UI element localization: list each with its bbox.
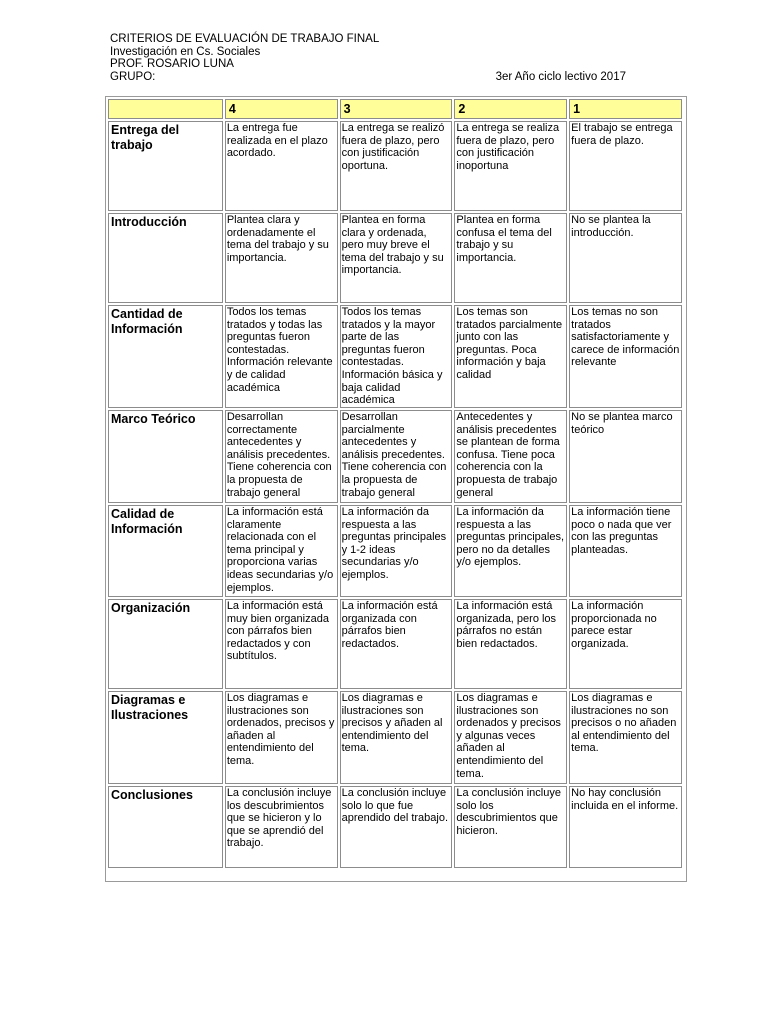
criterion-label: Cantidad de Información: [108, 305, 223, 408]
rubric-cell: Plantea clara y ordenadamente el tema del trabajo y su importancia.: [225, 213, 338, 303]
table-row: [108, 691, 682, 784]
table-row: [108, 213, 682, 303]
rubric-cell: La entrega fue realizada en el plazo acordado.: [225, 121, 338, 211]
rubric-cell: La entrega se realiza fuera de plazo, pero con justificación inoportuna: [454, 121, 567, 211]
rubric-cell: Los diagramas e ilustraciones no son precisos o no añaden al entendimiento del tema.: [569, 691, 682, 784]
rubric-cell: Todos los temas tratados y la mayor parte de las preguntas fueron contestadas. Información básica y baja calidad académica: [340, 305, 453, 408]
school-period: 3er Año ciclo lectivo 2017: [495, 70, 626, 83]
rubric-cell: La información está claramente relacionada con el tema principal y proporciona varias ideas secundarias y/o ejemplos.: [225, 505, 338, 597]
rubric-cell: Los temas no son tratados satisfactoriamente y carece de información relevante: [569, 305, 682, 408]
rubric-cell: No se plantea la introducción.: [569, 213, 682, 303]
table-row: [108, 121, 682, 211]
table-row: [108, 505, 682, 597]
score-header-cell: 2: [454, 99, 567, 119]
rubric-cell: Plantea en forma clara y ordenada, pero muy breve el tema del trabajo y su importancia.: [340, 213, 453, 303]
rubric-cell: La información da respuesta a las preguntas principales y 1-2 ideas secundarias y/o ejemplos.: [340, 505, 453, 597]
criterion-label: Introducción: [108, 213, 223, 303]
score-header-cell: 1: [569, 99, 682, 119]
group-label: GRUPO:: [110, 70, 156, 83]
criterion-label: Marco Teórico: [108, 410, 223, 503]
document-title: CRITERIOS DE EVALUACIÓN DE TRABAJO FINAL: [110, 33, 380, 45]
rubric-cell: Los diagramas e ilustraciones son ordenados, precisos y añaden al entendimiento del tema.: [225, 691, 338, 784]
score-header-cell: 4: [225, 99, 338, 119]
rubric-table: [106, 97, 684, 870]
rubric-cell: El trabajo se entrega fuera de plazo.: [569, 121, 682, 211]
group-row: [110, 71, 630, 84]
course-name: Investigación en Cs. Sociales: [110, 45, 261, 58]
rubric-cell: La conclusión incluye solo los descubrimientos que hicieron.: [454, 786, 567, 868]
rubric-cell: La información está muy bien organizada con párrafos bien redactados y con subtítulos.: [225, 599, 338, 689]
score-header-empty: [108, 99, 223, 119]
professor-name: PROF. ROSARIO LUNA: [110, 58, 234, 70]
score-header-row: [108, 99, 682, 119]
table-row: [108, 786, 682, 868]
rubric-cell: Antecedentes y análisis precedentes se plantean de forma confusa. Tiene poca coherencia con la propuesta de trabajo general: [454, 410, 567, 503]
rubric-cell: Todos los temas tratados y todas las preguntas fueron contestadas. Información relevante y de calidad académica: [225, 305, 338, 408]
table-row: [108, 305, 682, 408]
rubric-cell: La entrega se realizó fuera de plazo, pero con justificación oportuna.: [340, 121, 453, 211]
rubric-cell: No se plantea marco teórico: [569, 410, 682, 503]
rubric-cell: La información da respuesta a las preguntas principales, pero no da detalles y/o ejemplos.: [454, 505, 567, 597]
rubric-cell: La información proporcionada no parece estar organizada.: [569, 599, 682, 689]
table-row: [108, 599, 682, 689]
rubric-cell: La información está organizada con párrafos bien redactados.: [340, 599, 453, 689]
rubric-cell: La conclusión incluye solo lo que fue aprendido del trabajo.: [340, 786, 453, 868]
rubric-cell: Los diagramas e ilustraciones son ordenados y precisos y algunas veces añaden al entendimiento del tema.: [454, 691, 567, 784]
rubric-cell: Desarrollan parcialmente antecedentes y análisis precedentes. Tiene coherencia con la propuesta de trabajo general: [340, 410, 453, 503]
rubric-cell: Plantea en forma confusa el tema del trabajo y su importancia.: [454, 213, 567, 303]
rubric-cell: La información está organizada, pero los párrafos no están bien redactados.: [454, 599, 567, 689]
table-row: [108, 410, 682, 503]
criterion-label: Organización: [108, 599, 223, 689]
criterion-label: Conclusiones: [108, 786, 223, 868]
criterion-label: Entrega del trabajo: [108, 121, 223, 211]
rubric-table-frame: [105, 96, 687, 882]
rubric-cell: No hay conclusión incluida en el informe.: [569, 786, 682, 868]
criterion-label: Diagramas e Ilustraciones: [108, 691, 223, 784]
criterion-label: Calidad de Información: [108, 505, 223, 597]
document-header: [110, 33, 630, 83]
score-header-cell: 3: [340, 99, 453, 119]
rubric-cell: Desarrollan correctamente antecedentes y análisis precedentes. Tiene coherencia con la propuesta de trabajo general: [225, 410, 338, 503]
rubric-cell: La información tiene poco o nada que ver con las preguntas planteadas.: [569, 505, 682, 597]
rubric-cell: Los diagramas e ilustraciones son precisos y añaden al entendimiento del tema.: [340, 691, 453, 784]
rubric-cell: La conclusión incluye los descubrimientos que se hicieron y lo que se aprendió del trabajo.: [225, 786, 338, 868]
rubric-cell: Los temas son tratados parcialmente junto con las preguntas. Poca información y baja calidad: [454, 305, 567, 408]
